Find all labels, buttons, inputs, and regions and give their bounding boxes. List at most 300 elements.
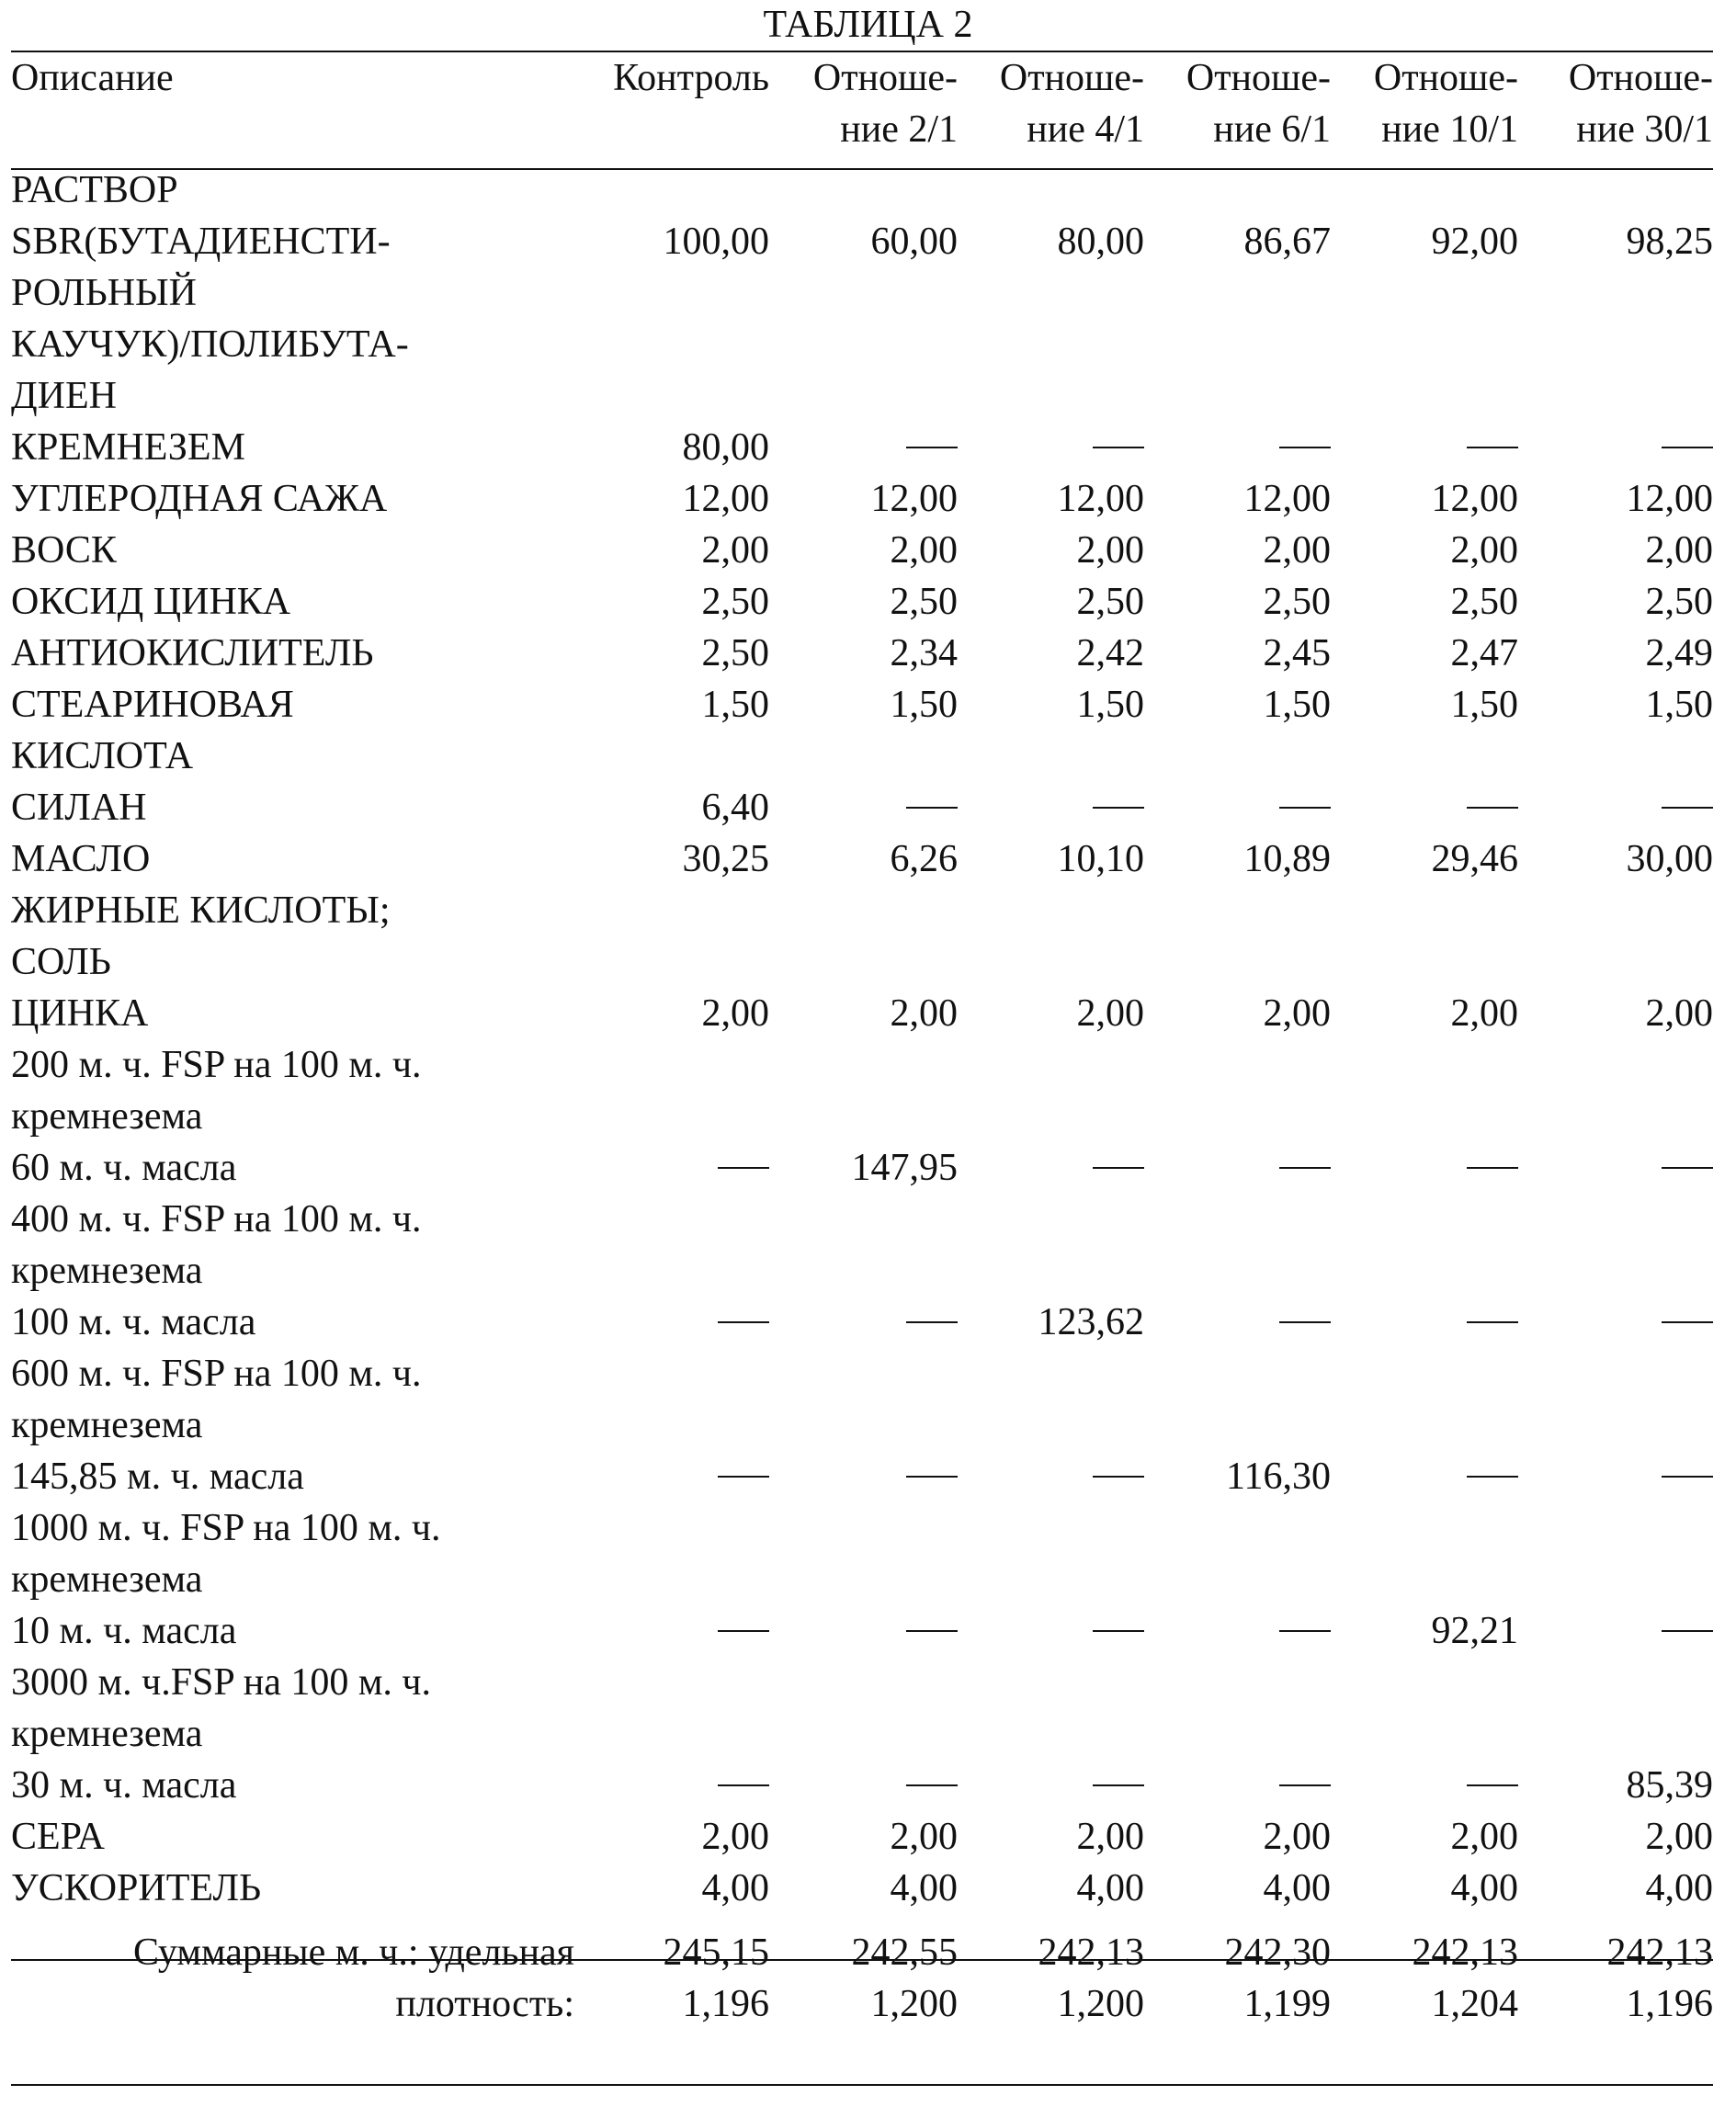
row-description-line: ДИЕН <box>11 375 117 417</box>
row-value-cell <box>1144 679 1331 782</box>
row-value-cell <box>958 1760 1144 1811</box>
dash-value <box>1093 1476 1144 1478</box>
summary-value: 242,55 <box>851 1931 958 1974</box>
row-value-cell <box>1144 1142 1331 1194</box>
header-column <box>1518 52 1713 155</box>
dash-value <box>1093 807 1144 809</box>
row-value-cell <box>958 988 1144 1039</box>
row-value-cell <box>574 155 769 216</box>
row-value-cell <box>769 473 958 525</box>
dash-value <box>906 1630 958 1632</box>
row-value-cell <box>769 1760 958 1811</box>
row-value: 29,46 <box>1431 838 1518 880</box>
row-value: 123,62 <box>1038 1301 1144 1343</box>
summary-value: 242,30 <box>1224 1931 1331 1974</box>
row-value-cell <box>769 1451 958 1502</box>
row-description <box>11 628 574 679</box>
row-value: 147,95 <box>851 1147 958 1189</box>
row-description-line: 1000 м. ч. FSP на 100 м. ч. <box>11 1507 441 1549</box>
row-description-line: кремнезема <box>11 1250 203 1292</box>
row-description <box>11 422 574 473</box>
table-row <box>11 525 1713 576</box>
dash-value <box>1467 1167 1518 1169</box>
row-value: 2,45 <box>1263 632 1331 674</box>
row-value: 12,00 <box>1243 478 1331 520</box>
row-value-cell <box>1331 473 1518 525</box>
row-value-cell <box>958 1605 1144 1657</box>
row-value-cell <box>1144 576 1331 628</box>
row-value-cell <box>769 1657 958 1760</box>
row-value: 12,00 <box>682 478 769 520</box>
row-value-cell <box>574 576 769 628</box>
row-description <box>11 1811 574 1863</box>
row-value-cell <box>1518 1194 1713 1297</box>
row-value-cell <box>958 1451 1144 1502</box>
summary-value: 242,13 <box>1412 1931 1518 1974</box>
dash-value <box>1279 1321 1331 1323</box>
row-description <box>11 576 574 628</box>
row-value-cell <box>1518 1297 1713 1348</box>
row-description <box>11 679 574 782</box>
row-value: 2,00 <box>890 992 958 1035</box>
row-value-cell <box>1331 1811 1518 1863</box>
row-value-cell <box>769 1863 958 1914</box>
row-value: 2,00 <box>1645 529 1713 572</box>
row-value-cell <box>574 1142 769 1194</box>
row-value-cell <box>574 1297 769 1348</box>
row-value-cell <box>769 216 958 422</box>
header-column-line1: Отноше- <box>999 57 1144 99</box>
row-value-cell <box>1331 782 1518 833</box>
row-value-cell <box>1144 1760 1331 1811</box>
row-value-cell <box>1144 525 1331 576</box>
row-value: 2,50 <box>1450 581 1518 623</box>
row-value-cell <box>958 216 1144 422</box>
row-value-cell <box>1518 1760 1713 1811</box>
header-column-line1: Отноше- <box>812 57 958 99</box>
row-value: 1,50 <box>1645 684 1713 726</box>
row-value-cell <box>1331 1348 1518 1451</box>
row-value-cell <box>1144 473 1331 525</box>
row-value-cell <box>769 155 958 216</box>
row-description-line: 600 м. ч. FSP на 100 м. ч. <box>11 1353 422 1395</box>
header-column-line1: Контроль <box>613 57 769 99</box>
row-description <box>11 155 574 216</box>
row-value: 2,00 <box>1076 1816 1144 1858</box>
dash-value <box>1279 1784 1331 1786</box>
row-value-cell <box>1144 1811 1331 1863</box>
row-value-cell <box>1144 1039 1331 1142</box>
table-row <box>11 628 1713 679</box>
row-value: 1,50 <box>1076 684 1144 726</box>
row-description-line: УСКОРИТЕЛЬ <box>11 1867 262 1909</box>
row-description-line: РОЛЬНЫЙ <box>11 272 198 314</box>
row-value-cell <box>1518 988 1713 1039</box>
dash-value <box>906 807 958 809</box>
row-value: 2,00 <box>701 992 769 1035</box>
row-value: 2,49 <box>1645 632 1713 674</box>
row-description-line: КРЕМНЕЗЕМ <box>11 426 245 469</box>
row-value-cell <box>574 782 769 833</box>
header-column <box>958 52 1144 155</box>
row-value: 12,00 <box>870 478 958 520</box>
header-column-line1: Отноше- <box>1568 57 1713 99</box>
row-value: 2,50 <box>701 581 769 623</box>
summary-label: плотность: <box>395 1983 574 2025</box>
row-value-cell <box>769 679 958 782</box>
row-value: 4,00 <box>890 1867 958 1909</box>
summary-value: 1,199 <box>1243 1983 1331 2025</box>
row-description-line: 30 м. ч. масла <box>11 1764 237 1807</box>
row-value-cell <box>1144 1657 1331 1760</box>
row-value: 4,00 <box>1450 1867 1518 1909</box>
row-value: 12,00 <box>1431 478 1518 520</box>
row-value-cell <box>1331 1039 1518 1142</box>
row-value: 2,34 <box>890 632 958 674</box>
row-description-line: УГЛЕРОДНАЯ САЖА <box>11 478 388 520</box>
row-value-cell <box>1518 525 1713 576</box>
row-value-cell <box>958 679 1144 782</box>
row-value: 1,50 <box>1263 684 1331 726</box>
row-value-cell <box>958 1142 1144 1194</box>
header-description: Описание <box>11 57 174 99</box>
dash-value <box>1279 1630 1331 1632</box>
row-value: 4,00 <box>701 1867 769 1909</box>
table-row <box>11 1811 1713 1863</box>
row-value: 60,00 <box>870 221 958 263</box>
row-value-cell <box>769 1502 958 1605</box>
row-value-cell <box>1331 1863 1518 1914</box>
dash-value <box>1093 1630 1144 1632</box>
row-value-cell <box>574 1194 769 1297</box>
row-value-cell <box>769 576 958 628</box>
row-description <box>11 1297 574 1348</box>
row-description-line: 10 м. ч. масла <box>11 1610 237 1652</box>
row-value: 2,00 <box>1263 1816 1331 1858</box>
row-value-cell <box>1518 1605 1713 1657</box>
row-value-cell <box>1144 1348 1331 1451</box>
row-value: 2,00 <box>1263 992 1331 1035</box>
row-description <box>11 885 574 988</box>
row-value: 92,21 <box>1431 1610 1518 1652</box>
row-value: 85,39 <box>1626 1764 1713 1807</box>
row-value: 2,50 <box>1076 581 1144 623</box>
dash-value <box>1467 1476 1518 1478</box>
row-description-line: ЖИРНЫЕ КИСЛОТЫ; <box>11 889 391 932</box>
row-value-cell <box>958 1194 1144 1297</box>
row-value-cell <box>769 1348 958 1451</box>
dash-value <box>906 1476 958 1478</box>
row-description <box>11 782 574 833</box>
table-row <box>11 833 1713 885</box>
table-row <box>11 1605 1713 1657</box>
row-value: 2,42 <box>1076 632 1144 674</box>
table-row <box>11 1502 1713 1605</box>
row-value-cell <box>1331 1451 1518 1502</box>
dash-value <box>906 1321 958 1323</box>
row-description-line: 400 м. ч. FSP на 100 м. ч. <box>11 1198 422 1240</box>
row-value: 6,26 <box>890 838 958 880</box>
summary-value: 1,200 <box>1057 1983 1144 2025</box>
row-value-cell <box>1331 1142 1518 1194</box>
table-row <box>11 679 1713 782</box>
row-value-cell <box>1144 1194 1331 1297</box>
row-value-cell <box>574 1605 769 1657</box>
dash-value <box>1279 1167 1331 1169</box>
row-value-cell <box>1518 1811 1713 1863</box>
row-value: 80,00 <box>1057 221 1144 263</box>
row-value-cell <box>769 628 958 679</box>
row-description <box>11 988 574 1039</box>
row-value-cell <box>1518 216 1713 422</box>
row-value-cell <box>574 1863 769 1914</box>
row-value-cell <box>1144 1297 1331 1348</box>
dash-value <box>1467 807 1518 809</box>
row-value: 4,00 <box>1645 1867 1713 1909</box>
row-value-cell <box>769 1039 958 1142</box>
row-value: 86,67 <box>1243 221 1331 263</box>
row-value-cell <box>1144 1451 1331 1502</box>
row-description <box>11 216 574 422</box>
row-value-cell <box>1144 216 1331 422</box>
row-value-cell <box>1518 155 1713 216</box>
row-value: 2,00 <box>701 529 769 572</box>
row-description-line: КАУЧУК)/ПОЛИБУТА- <box>11 323 409 366</box>
row-value-cell <box>1144 1863 1331 1914</box>
dash-value <box>906 447 958 448</box>
row-value-cell <box>769 885 958 988</box>
row-value-cell <box>1518 628 1713 679</box>
row-description-line: СЕРА <box>11 1816 105 1858</box>
dash-value <box>1093 1167 1144 1169</box>
row-description <box>11 1502 574 1605</box>
table-row <box>11 782 1713 833</box>
dash-value <box>718 1321 769 1323</box>
row-value-cell <box>1144 628 1331 679</box>
row-description <box>11 1760 574 1811</box>
row-description <box>11 1605 574 1657</box>
row-description-line: 100 м. ч. масла <box>11 1301 256 1343</box>
dash-value <box>1093 1784 1144 1786</box>
table-row <box>11 473 1713 525</box>
row-description-line: кремнезема <box>11 1404 203 1446</box>
row-value-cell <box>958 1348 1144 1451</box>
table-row <box>11 988 1713 1039</box>
row-description <box>11 473 574 525</box>
row-description <box>11 1451 574 1502</box>
row-value: 2,00 <box>1450 992 1518 1035</box>
row-value: 2,00 <box>1076 992 1144 1035</box>
summary-row <box>11 1978 1713 2030</box>
row-value: 2,00 <box>1076 529 1144 572</box>
row-value-cell <box>1331 1657 1518 1760</box>
row-value-cell <box>574 1039 769 1142</box>
summary-value: 1,204 <box>1431 1983 1518 2025</box>
row-value-cell <box>769 782 958 833</box>
row-description-line: кремнезема <box>11 1558 203 1601</box>
row-description <box>11 1657 574 1760</box>
dash-value <box>1662 1167 1713 1169</box>
row-value-cell <box>1331 628 1518 679</box>
row-value: 4,00 <box>1076 1867 1144 1909</box>
row-description-line: 145,85 м. ч. масла <box>11 1456 304 1498</box>
row-description-line: ЦИНКА <box>11 992 149 1035</box>
row-description-line: 200 м. ч. FSP на 100 м. ч. <box>11 1044 422 1086</box>
summary-value: 1,200 <box>870 1983 958 2025</box>
dash-value <box>1662 1476 1713 1478</box>
row-value-cell <box>1331 525 1518 576</box>
row-value-cell <box>769 988 958 1039</box>
row-value-cell <box>1144 155 1331 216</box>
row-description-line: КИСЛОТА <box>11 735 194 777</box>
row-value: 2,50 <box>701 632 769 674</box>
row-value: 1,50 <box>1450 684 1518 726</box>
row-value: 2,00 <box>1263 529 1331 572</box>
row-value: 80,00 <box>682 426 769 469</box>
row-value-cell <box>1518 833 1713 885</box>
row-value-cell <box>769 525 958 576</box>
row-value-cell <box>769 1142 958 1194</box>
row-value-cell <box>958 1657 1144 1760</box>
row-value-cell <box>1331 1760 1518 1811</box>
table-row <box>11 1297 1713 1348</box>
row-value-cell <box>958 155 1144 216</box>
table-row <box>11 1142 1713 1194</box>
row-value-cell <box>1518 1039 1713 1142</box>
dash-value <box>1662 807 1713 809</box>
row-value-cell <box>958 473 1144 525</box>
row-value: 2,00 <box>1645 992 1713 1035</box>
row-value-cell <box>1518 1502 1713 1605</box>
row-value-cell <box>1331 679 1518 782</box>
table-row <box>11 1760 1713 1811</box>
header-column-line2: ние 10/1 <box>1381 108 1518 151</box>
header-column-line2: ние 2/1 <box>840 108 958 151</box>
header-column-line2: ние 4/1 <box>1027 108 1144 151</box>
row-value-cell <box>958 1039 1144 1142</box>
table-row <box>11 1194 1713 1297</box>
row-value: 2,00 <box>1450 1816 1518 1858</box>
row-value: 1,50 <box>701 684 769 726</box>
header-column-line1: Отноше- <box>1186 57 1331 99</box>
table-row <box>11 576 1713 628</box>
header-column <box>574 52 769 155</box>
row-description-line: РАСТВОР <box>11 169 178 211</box>
header-column-line1: Отноше- <box>1373 57 1518 99</box>
row-value-cell <box>1518 1348 1713 1451</box>
row-value-cell <box>958 1863 1144 1914</box>
summary-value: 1,196 <box>682 1983 769 2025</box>
row-value-cell <box>574 1760 769 1811</box>
table-row <box>11 216 1713 422</box>
dash-value <box>906 1784 958 1786</box>
row-value: 30,00 <box>1626 838 1713 880</box>
row-value-cell <box>1144 988 1331 1039</box>
row-value-cell <box>1331 422 1518 473</box>
row-value: 2,00 <box>890 529 958 572</box>
row-value: 30,25 <box>682 838 769 880</box>
row-value-cell <box>1144 1502 1331 1605</box>
row-value-cell <box>769 1297 958 1348</box>
dash-value <box>1093 447 1144 448</box>
row-value-cell <box>1331 988 1518 1039</box>
row-value: 1,50 <box>890 684 958 726</box>
row-value-cell <box>1518 679 1713 782</box>
row-value: 116,30 <box>1226 1456 1331 1498</box>
summary-label: Суммарные м. ч.: удельная <box>132 1931 574 1974</box>
row-description-line: СТЕАРИНОВАЯ <box>11 684 294 726</box>
summary-value: 1,196 <box>1626 1983 1713 2025</box>
bottom-rule <box>11 2084 1713 2086</box>
header-column-line2: ние 6/1 <box>1213 108 1331 151</box>
row-value-cell <box>574 679 769 782</box>
row-value: 98,25 <box>1626 221 1713 263</box>
dash-value <box>1467 447 1518 448</box>
dash-value <box>718 1476 769 1478</box>
row-value-cell <box>1331 1297 1518 1348</box>
row-value-cell <box>958 1811 1144 1863</box>
row-description <box>11 1039 574 1142</box>
row-value-cell <box>574 422 769 473</box>
row-value-cell <box>574 988 769 1039</box>
row-value-cell <box>1331 576 1518 628</box>
row-value: 4,00 <box>1263 1867 1331 1909</box>
row-value-cell <box>958 422 1144 473</box>
row-value-cell <box>1331 1605 1518 1657</box>
row-description <box>11 1194 574 1297</box>
row-value-cell <box>1144 422 1331 473</box>
row-value-cell <box>574 1348 769 1451</box>
table-row <box>11 1039 1713 1142</box>
row-value: 12,00 <box>1057 478 1144 520</box>
row-value-cell <box>574 216 769 422</box>
row-value: 10,10 <box>1057 838 1144 880</box>
row-value-cell <box>1518 473 1713 525</box>
row-value-cell <box>1518 576 1713 628</box>
dash-value <box>1279 447 1331 448</box>
row-value-cell <box>1518 1451 1713 1502</box>
row-value-cell <box>574 885 769 988</box>
row-value: 6,40 <box>701 787 769 829</box>
row-value-cell <box>1518 422 1713 473</box>
row-value-cell <box>1331 1502 1518 1605</box>
row-value-cell <box>769 1605 958 1657</box>
table-row <box>11 1657 1713 1760</box>
row-value-cell <box>1331 833 1518 885</box>
summary-row <box>11 1914 1713 1978</box>
row-value-cell <box>574 1502 769 1605</box>
row-value-cell <box>958 833 1144 885</box>
row-value-cell <box>958 1297 1144 1348</box>
row-value-cell <box>1518 1142 1713 1194</box>
table-row <box>11 1348 1713 1451</box>
row-value: 100,00 <box>663 221 769 263</box>
row-value: 2,00 <box>1645 1816 1713 1858</box>
row-value-cell <box>1331 1194 1518 1297</box>
row-description-line: кремнезема <box>11 1713 203 1755</box>
dash-value <box>718 1630 769 1632</box>
dash-value <box>1467 1321 1518 1323</box>
summary-value: 245,15 <box>663 1931 769 1974</box>
row-value-cell <box>958 885 1144 988</box>
row-value-cell <box>769 1194 958 1297</box>
row-value: 92,00 <box>1431 221 1518 263</box>
row-value-cell <box>1331 155 1518 216</box>
row-value: 12,00 <box>1626 478 1713 520</box>
row-description-line: СОЛЬ <box>11 941 111 983</box>
row-value: 2,00 <box>1450 529 1518 572</box>
row-value: 2,00 <box>890 1816 958 1858</box>
